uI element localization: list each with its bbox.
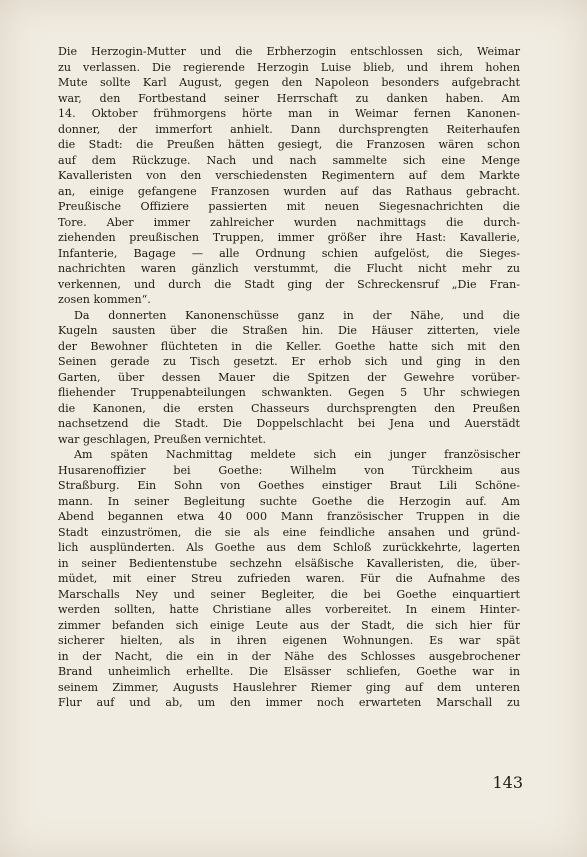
text-line: mann. In seiner Begleitung suchte Goethe die Herzogin auf. Am [58, 494, 520, 508]
text-line: lich ausplünderten. Als Goethe aus dem Schloß zurückkehrte, lagerten [58, 541, 520, 554]
text-line: fliehender Truppenabteilungen schwankten. Gegen 5 Uhr schwiegen [58, 386, 520, 399]
text-line: Garten, über dessen Mauer die Spitzen der Gewehre vorüber- [58, 370, 520, 384]
page-number: 143 [492, 773, 523, 792]
text-line: Da donnerten Kanonenschüsse ganz in der Nähe, und die [74, 308, 520, 322]
text-line: Infanterie, Bagage — alle Ordnung schien aufgelöst, die Sieges- [58, 246, 520, 260]
text-line: Preußische Offiziere passierten mit neuen Siegesnachrichten die [58, 200, 520, 213]
text-line: Die Herzogin-Mutter und die Erbherzogin entschlossen sich, Weimar [58, 45, 520, 58]
text-line: zosen kommen“. [58, 293, 151, 306]
text-line: Flur auf und ab, um den immer noch erwarteten Marschall zu [58, 696, 520, 709]
text-line: Seinen gerade zu Tisch gesetzt. Er erhob sich und ging in den [58, 355, 520, 368]
text-line: Mute sollte Karl August, gegen den Napoleon besonders aufgebracht [58, 76, 520, 89]
text-line: in der Nacht, die ein in der Nähe des Schlosses ausgebrochener [58, 649, 520, 663]
text-line: die Stadt: die Preußen hätten gesiegt, die Franzosen wären schon [58, 138, 520, 151]
text-line: Stadt einzuströmen, die sie als eine feindliche ansahen und gründ- [58, 525, 520, 539]
body-text [58, 44, 520, 711]
text-line: Tore. Aber immer zahlreicher wurden nachmittags die durch- [58, 215, 520, 229]
text-line: Marschalls Ney und seiner Begleiter, die bei Goethe einquartiert [58, 587, 520, 601]
text-line: Kugeln sausten über die Straßen hin. Die Häuser zitterten, viele [58, 324, 520, 337]
text-line: auf dem Rückzuge. Nach und nach sammelte sich eine Menge [58, 153, 520, 167]
text-line: zimmer befanden sich einige Leute aus der Stadt, die sich hier für [58, 618, 520, 632]
text-line: Abend begannen etwa 40 000 Mann französischer Truppen in die [58, 510, 520, 523]
text-line: war, den Fortbestand seiner Herrschaft zu danken haben. Am [58, 91, 520, 105]
text-line: in seiner Bedientenstube sechzehn elsäßische Kavalleristen, die, über- [58, 556, 520, 570]
text-line: seinem Zimmer, Augusts Hauslehrer Riemer ging auf dem unteren [58, 680, 520, 694]
text-line: Husarenoffizier bei Goethe: Wilhelm von Türckheim aus [58, 463, 520, 477]
text-line: sicherer hielten, als in ihren eigenen Wohnungen. Es war spät [58, 634, 520, 647]
text-line: müdet, mit einer Streu zufrieden waren. Für die Aufnahme des [58, 572, 520, 585]
text-line: an, einige gefangene Franzosen wurden auf das Rathaus gebracht. [58, 184, 520, 198]
text-line: 14. Oktober frühmorgens hörte man in Weimar fernen Kanonen- [58, 107, 520, 120]
text-line: nachrichten waren gänzlich verstummt, die Flucht nicht mehr zu [58, 262, 520, 275]
text-line: war geschlagen, Preußen vernichtet. [58, 432, 267, 446]
text-line: Straßburg. Ein Sohn von Goethes einstiger Braut Lili Schöne- [58, 479, 520, 492]
text-line: Brand unheimlich erhellte. Die Elsässer schliefen, Goethe war in [58, 665, 520, 678]
text-line: Am späten Nachmittag meldete sich ein junger französischer [74, 448, 520, 461]
text-line: nachsetzend die Stadt. Die Doppelschlacht bei Jena und Auerstädt [58, 417, 520, 430]
text-line: verkennen, und durch die Stadt ging der Schreckensruf „Die Fran- [58, 277, 520, 291]
text-line: donner, der immerfort anhielt. Dann durchsprengten Reiterhaufen [58, 122, 520, 136]
text-line: die Kanonen, die ersten Chasseurs durchsprengten den Preußen [58, 401, 520, 415]
text-line: der Bewohner flüchteten in die Keller. Goethe hatte sich mit den [58, 339, 520, 353]
text-line: ziehenden preußischen Truppen, immer größer ihre Hast: Kavallerie, [58, 231, 520, 244]
text-line: werden sollten, hatte Christiane alles vorbereitet. In einem Hinter- [58, 603, 520, 616]
text-line: zu verlassen. Die regierende Herzogin Luise blieb, und ihrem hohen [58, 60, 520, 74]
text-line: Kavalleristen von den verschiedensten Regimentern auf dem Markte [58, 169, 520, 182]
